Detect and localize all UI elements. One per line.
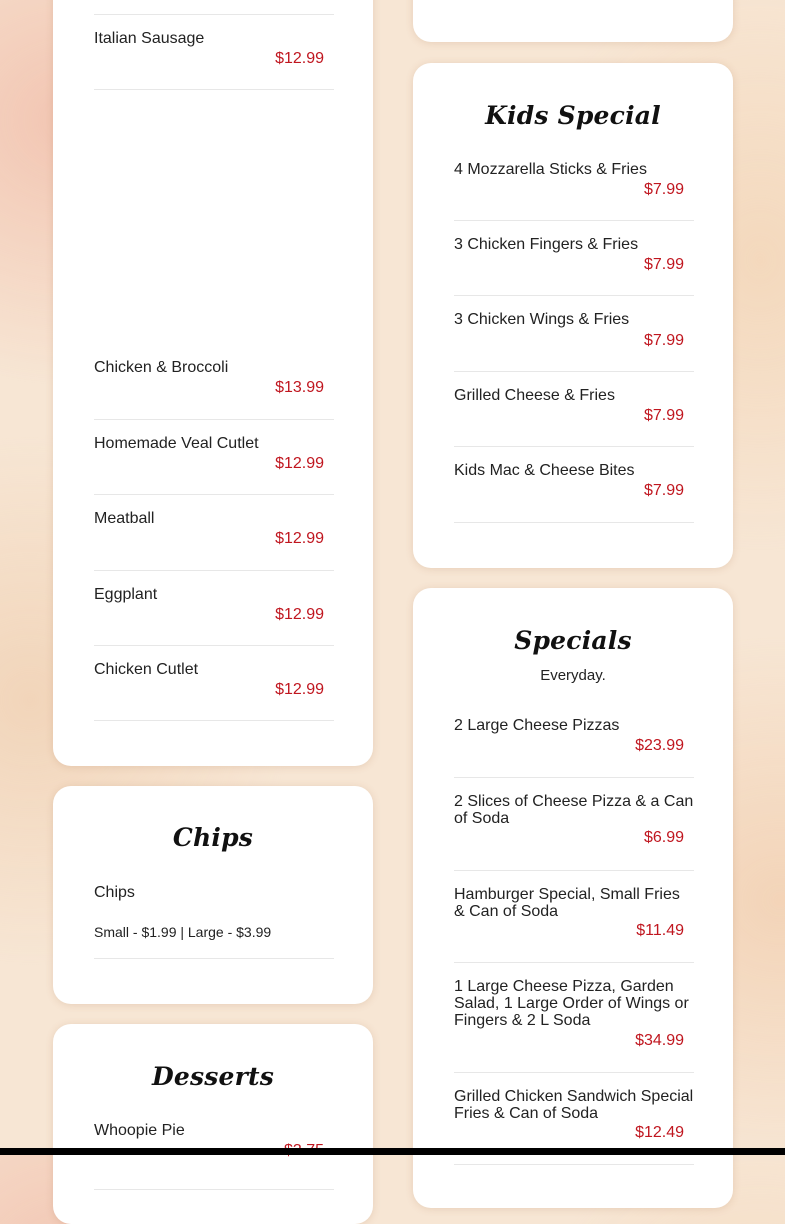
item-name: 1 Large Cheese Pizza, Garden Salad, 1 Large Order of Wings or Fingers & 2 L Soda [454,978,689,1029]
item-price: $7.99 [643,482,684,499]
item-price: $12.99 [275,50,324,67]
item-name: 3 Chicken Wings & Fries [454,311,630,328]
section-title: Kids Special [485,101,661,130]
menu-item [454,296,694,372]
item-name: 4 Mozzarella Sticks & Fries [454,161,647,178]
item-name: 3 Chicken Fingers & Fries [454,236,639,253]
item-name: Grilled Cheese & Fries [454,387,615,404]
right-top-card [413,0,733,42]
menu-item [94,876,334,959]
menu-item [94,343,334,420]
item-name: Italian Sausage [94,30,205,47]
menu-item [94,14,334,90]
item-size-prices: Small - $1.99 | Large - $3.99 [94,924,272,940]
item-name: Chicken Cutlet [94,661,199,678]
section-title: Chips [172,823,254,852]
menu-item [94,495,334,571]
menu-item [454,447,694,523]
menu-item [454,778,694,871]
item-name: Grilled Chicken Sandwich Special Fries & Can of Soda [454,1088,694,1122]
menu-item [454,221,694,296]
item-price: $11.49 [636,922,684,939]
item-name: Chips [94,884,135,901]
item-name: Eggplant [94,586,158,603]
chips-card [53,786,373,1004]
menu-item [94,420,334,495]
item-price: $7.99 [643,256,684,273]
kids-special-card [413,63,733,568]
item-price: $12.49 [635,1124,684,1141]
specials-card [413,588,733,1208]
item-name: Meatball [94,510,155,527]
left-menu-card [53,0,373,766]
item-price: $12.99 [275,530,324,547]
menu-item [454,708,694,778]
item-name: Hamburger Special, Small Fries & Can of Soda [454,886,680,920]
item-name: 2 Large Cheese Pizzas [454,717,620,734]
item-name: Chicken & Broccoli [94,359,229,376]
section-title: Specials [514,626,632,655]
section-subtitle: Everyday. [540,667,606,684]
item-price: $7.99 [643,181,684,198]
item-price: $12.99 [275,681,324,698]
item-name: Whoopie Pie [94,1122,185,1139]
item-price: $7.99 [643,332,684,349]
bottom-bar [0,1148,785,1155]
item-price: $13.99 [275,379,324,396]
item-price: $12.99 [275,455,324,472]
item-name: Homemade Veal Cutlet [94,435,259,452]
menu-item [454,153,694,221]
item-name: Kids Mac & Cheese Bites [454,462,635,479]
item-price: $23.99 [635,737,684,754]
menu-item [454,871,694,963]
menu-item [94,646,334,721]
item-name: 2 Slices of Cheese Pizza & a Can of Soda [454,793,694,827]
item-price: $34.99 [635,1032,684,1049]
item-price: $6.99 [643,829,684,846]
menu-item [454,372,694,447]
item-price: $7.99 [643,407,684,424]
desserts-card [53,1024,373,1224]
menu-item [94,571,334,646]
item-price: $12.99 [275,606,324,623]
menu-item [454,963,694,1073]
section-title: Desserts [151,1062,275,1091]
